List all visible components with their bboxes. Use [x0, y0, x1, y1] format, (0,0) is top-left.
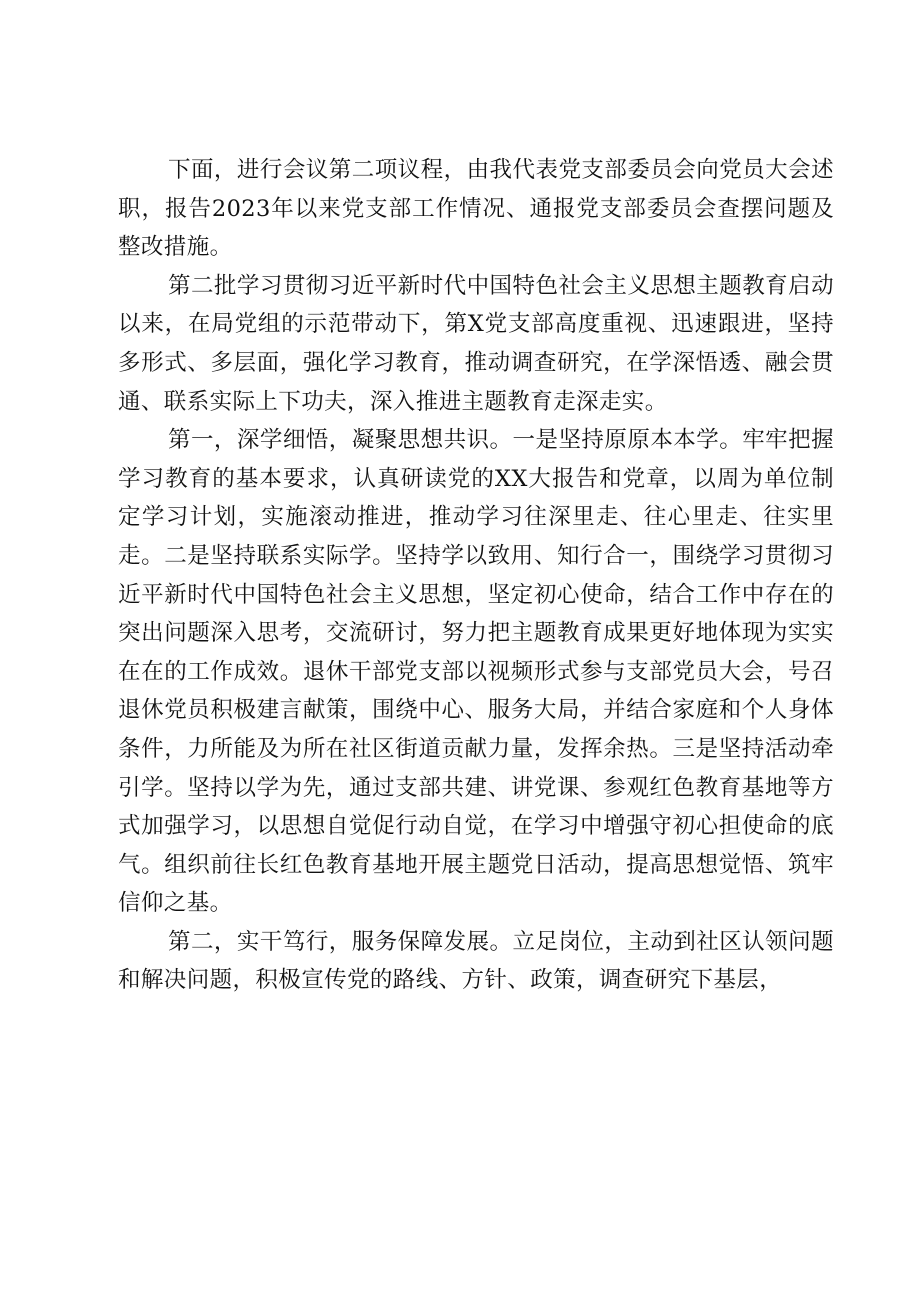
paragraph-agenda-intro: 下面，进行会议第二项议程，由我代表党支部委员会向党员大会述职，报告2023年以来党支部工作情况、通报党支部委员会查摆问题及整改措施。: [118, 157, 834, 261]
document-body: [118, 151, 834, 1000]
paragraph-theme-education: 第二批学习贯彻习近平新时代中国特色社会主义思想主题教育启动以来，在局党组的示范带动下，第X党支部高度重视、迅速跟进，坚持多形式、多层面，强化学习教育，推动调查研究，在学深悟透、融会贯通、联系实际上下功夫，深入推进主题教育走深走实。: [118, 272, 834, 415]
paragraph-point-two-practice: 第二，实干笃行，服务保障发展。立足岗位，主动到社区认领问题和解决问题，积极宣传党的路线、方针、政策，调查研究下基层，: [118, 928, 834, 994]
paragraph-point-one-study: 第一，深学细悟，凝聚思想共识。一是坚持原原本本学。牢牢把握学习教育的基本要求，认真研读党的XX大报告和党章，以周为单位制定学习计划，实施滚动推进，推动学习往深里走、往心里走、往实里走。二是坚持联系实际学。坚持学以致用、知行合一，围绕学习贯彻习近平新时代中国特色社会主义思想，坚定初心使命，结合工作中存在的突出问题深入思考，交流研讨，努力把主题教育成果更好地体现为实实在在的工作成效。退休干部党支部以视频形式参与支部党员大会，号召退休党员积极建言献策，围绕中心、服务大局，并结合家庭和个人身体条件，力所能及为所在社区街道贡献力量，发挥余热。三是坚持活动牵引学。坚持以学为先，通过支部共建、讲党课、参观红色教育基地等方式加强学习，以思想自觉促行动自觉，在学习中增强守初心担使命的底气。组织前往长红色教育基地开展主题党日活动，提高思想觉悟、筑牢信仰之基。: [118, 427, 834, 917]
